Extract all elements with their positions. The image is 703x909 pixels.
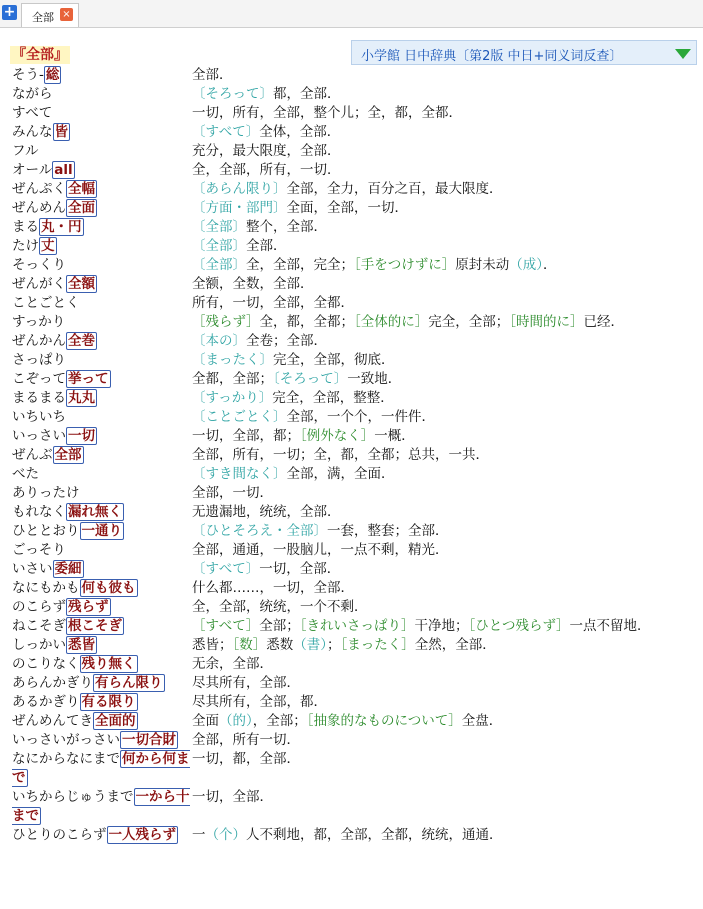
- translation-text: ．: [543, 257, 557, 273]
- entry-row: [12, 104, 700, 123]
- translation-text: 原封未动: [455, 257, 510, 273]
- entry-kanji-link[interactable]: 何から何まで: [12, 751, 190, 786]
- reading-text: いちいち: [12, 409, 66, 425]
- reading-text: ねこそぎ: [12, 618, 66, 634]
- entry-reading[interactable]: [12, 408, 190, 427]
- tab-bar: [0, 0, 703, 28]
- entry-kanji-link[interactable]: 全額: [68, 276, 95, 292]
- translation-text: 全都，全部；: [192, 371, 273, 387]
- translation-text: 什么都……，一切，全部．: [192, 580, 354, 596]
- translation-text: 全，全部，所有，一切．: [192, 162, 341, 178]
- entry-translation: [192, 484, 700, 503]
- entry-reading[interactable]: [12, 750, 190, 788]
- entry-row: [12, 750, 700, 788]
- entry-translation: [192, 123, 700, 142]
- entry-list: [12, 66, 700, 845]
- reading-text: ぜんぷく: [12, 181, 66, 197]
- entry-reading[interactable]: [12, 541, 190, 560]
- dropdown-arrow-icon[interactable]: [675, 49, 691, 59]
- translation-note: 〔全部〕: [192, 238, 246, 254]
- entry-row: [12, 693, 700, 712]
- entry-row: [12, 123, 700, 142]
- translation-note: 〔本の〕: [192, 333, 246, 349]
- translation-text: 全部，通通，一股脑儿，一点不剩，精光．: [192, 542, 449, 558]
- entry-kanji-link[interactable]: 一切合財: [122, 732, 176, 748]
- reading-text: ぜんぶ: [12, 447, 53, 463]
- entry-reading[interactable]: [12, 294, 190, 313]
- translation-text: 全，全部，完全；: [246, 257, 354, 273]
- translation-text: 完全，全部，彻底．: [273, 352, 395, 368]
- entry-reading[interactable]: [12, 712, 190, 731]
- translation-text: 无余，全部．: [192, 656, 273, 672]
- entry-kanji-link[interactable]: 残らず: [68, 599, 109, 615]
- entry-kanji-link[interactable]: 一通り: [81, 523, 122, 539]
- entry-translation: [192, 66, 700, 85]
- entry-reading[interactable]: [12, 199, 190, 218]
- entry-row: [12, 370, 700, 389]
- translation-note: （的）: [219, 713, 253, 729]
- entry-translation: [192, 636, 700, 655]
- translation-text: 全部．: [246, 238, 287, 254]
- entry-reading[interactable]: [12, 731, 190, 750]
- translation-text: 全部，全力，百分之百，最大限度．: [286, 181, 503, 197]
- entry-reading[interactable]: [12, 389, 190, 408]
- translation-text: 一切，全部．: [259, 561, 341, 577]
- reading-text: フル: [12, 143, 39, 159]
- translation-note: 〔すき間なく〕: [192, 466, 287, 482]
- entry-translation: [192, 674, 700, 693]
- reading-text: こぞって: [12, 371, 66, 387]
- translation-text: 一套，整套；全部．: [327, 523, 449, 539]
- entry-reading[interactable]: [12, 218, 190, 237]
- entry-kanji-link[interactable]: 委細: [54, 561, 82, 577]
- entry-reading[interactable]: [12, 142, 190, 161]
- entry-reading[interactable]: [12, 560, 190, 579]
- translation-note: ［例外なく］: [300, 428, 375, 444]
- entry-reading[interactable]: [12, 446, 190, 465]
- translation-note: 〔すっかり〕: [192, 390, 273, 406]
- entry-translation: [192, 370, 700, 389]
- entry-kanji-link[interactable]: 全幅: [68, 181, 95, 197]
- entry-translation: [192, 332, 700, 351]
- translation-note: ［きれいさっぱり］: [299, 618, 415, 634]
- entry-reading[interactable]: [12, 351, 190, 370]
- translation-text: 悉数: [266, 637, 294, 653]
- entry-translation: [192, 655, 700, 674]
- entry-translation: [192, 598, 700, 617]
- entry-translation: [192, 465, 700, 484]
- entry-row: [12, 180, 700, 199]
- entry-translation: [192, 617, 700, 636]
- translation-note: 〔全部〕: [192, 219, 246, 235]
- entry-translation: [192, 826, 700, 845]
- entry-translation: [192, 731, 700, 750]
- reading-text: まるまる: [12, 390, 66, 406]
- translation-text: 全体，全部．: [259, 124, 341, 140]
- entry-kanji-link[interactable]: 一人残らず: [108, 827, 176, 843]
- translation-note: 〔方面・部門〕: [192, 200, 287, 216]
- entry-row: [12, 522, 700, 541]
- translation-text: 全，都，全都；: [259, 314, 354, 330]
- reading-text: いさい: [12, 561, 53, 577]
- entry-reading[interactable]: [12, 161, 190, 180]
- entry-kanji-link[interactable]: 全巻: [68, 333, 95, 349]
- entry-reading[interactable]: [12, 484, 190, 503]
- reading-text: そっくり: [12, 257, 66, 273]
- headword: 『全部』: [12, 47, 68, 63]
- entry-row: [12, 351, 700, 370]
- entry-translation: [192, 256, 700, 275]
- entry-reading[interactable]: [12, 256, 190, 275]
- entry-row: [12, 66, 700, 85]
- entry-row: [12, 161, 700, 180]
- entry-row: [12, 465, 700, 484]
- entry-translation: [192, 275, 700, 294]
- entry-kanji-link[interactable]: 悉皆: [68, 637, 95, 653]
- entry-reading[interactable]: [12, 503, 190, 522]
- tab-label: 全部: [32, 11, 54, 24]
- translation-note: 〔ことごとく〕: [192, 409, 287, 425]
- translation-text: 全部，一切．: [192, 485, 273, 501]
- translation-note: ［数］: [232, 637, 267, 653]
- translation-text: 全部，所有一切．: [192, 732, 300, 748]
- entry-row: [12, 484, 700, 503]
- entry-reading[interactable]: [12, 522, 190, 541]
- translation-text: 全部，满，全面．: [286, 466, 395, 482]
- translation-text: 一切，所有，全部，整个儿；全，都，全都．: [192, 105, 462, 121]
- close-icon[interactable]: ×: [60, 8, 73, 21]
- entry-row: [12, 256, 700, 275]
- entry-translation: [192, 560, 700, 579]
- reading-text: みんな: [12, 124, 53, 140]
- reading-text: もれなく: [12, 504, 66, 520]
- reading-text: たけ: [12, 238, 39, 254]
- entry-translation: [192, 237, 700, 256]
- entry-reading[interactable]: [12, 826, 190, 845]
- translation-note: ［時間的に］: [509, 314, 584, 330]
- entry-reading[interactable]: [12, 332, 190, 351]
- entry-row: [12, 389, 700, 408]
- entry-row: [12, 503, 700, 522]
- dictionary-selector[interactable]: [351, 40, 697, 65]
- translation-note: ［全体的に］: [354, 314, 429, 330]
- reading-text: ありったけ: [12, 485, 80, 501]
- translation-text: 全，全部，统统，一个不剩．: [192, 599, 368, 615]
- translation-text: 全面，全部，一切．: [286, 200, 408, 216]
- translation-note: 〔全部〕: [192, 257, 246, 273]
- entry-kanji-link[interactable]: 何も彼も: [81, 580, 136, 596]
- entry-reading[interactable]: [12, 655, 190, 674]
- translation-text: 一切，全部．: [192, 789, 273, 805]
- translation-text: ；: [327, 637, 341, 653]
- translation-note: 〔まったく〕: [192, 352, 273, 368]
- reading-text: なにもかも: [12, 580, 80, 596]
- reading-text: あらんかぎり: [12, 675, 93, 691]
- entry-translation: [192, 199, 700, 218]
- entry-row: [12, 712, 700, 731]
- reading-text: いちからじゅうまで: [12, 789, 134, 805]
- entry-row: [12, 275, 700, 294]
- entry-row: [12, 427, 700, 446]
- entry-translation: [192, 788, 700, 807]
- entry-kanji-link[interactable]: 漏れ無く: [68, 504, 122, 520]
- entry-reading[interactable]: [12, 275, 190, 294]
- translation-text: 完全，全部，整整．: [272, 390, 394, 406]
- reading-text: すべて: [12, 105, 53, 121]
- entry-row: [12, 446, 700, 465]
- entry-row: [12, 408, 700, 427]
- reading-text: ぜんがく: [12, 276, 66, 292]
- entry-reading[interactable]: [12, 598, 190, 617]
- entry-row: [12, 85, 700, 104]
- entry-kanji-link[interactable]: 一から十まで: [12, 789, 190, 824]
- reading-text: なにからなにまで: [12, 751, 120, 767]
- entry-row: [12, 617, 700, 636]
- entry-reading[interactable]: [12, 237, 190, 256]
- entry-row: [12, 332, 700, 351]
- reading-text: さっぱり: [12, 352, 66, 368]
- entry-reading[interactable]: [12, 66, 190, 85]
- entry-row: [12, 636, 700, 655]
- entry-kanji-link[interactable]: 丸丸: [68, 390, 95, 406]
- add-tab-button[interactable]: +: [3, 4, 16, 20]
- entry-translation: [192, 313, 700, 332]
- translation-text: 全面: [192, 713, 219, 729]
- entry-row: [12, 541, 700, 560]
- translation-text: 全部．: [192, 67, 233, 83]
- reading-text: ひととおり: [12, 523, 80, 539]
- entry-row: [12, 294, 700, 313]
- translation-text: 全部；: [259, 618, 300, 634]
- entry-kanji-link[interactable]: 有る限り: [81, 694, 136, 710]
- entry-row: [12, 237, 700, 256]
- translation-note: 〔そろって〕: [273, 371, 348, 387]
- translation-text: 都，全部．: [273, 86, 341, 102]
- translation-text: 干净地；: [414, 618, 469, 634]
- translation-note: ［まったく］: [340, 637, 415, 653]
- entry-kanji-link[interactable]: 有らん限り: [95, 675, 163, 691]
- translation-text: 一: [192, 827, 206, 843]
- entry-kanji-link[interactable]: 全面的: [95, 713, 136, 729]
- entry-reading[interactable]: [12, 674, 190, 693]
- reading-text: あるかぎり: [12, 694, 80, 710]
- entry-translation: [192, 161, 700, 180]
- translation-note: ［抽象的なものについて］: [306, 713, 462, 729]
- translation-text: 一点不留地．: [569, 618, 651, 634]
- translation-text: 所有，一切，全部，全都．: [192, 295, 354, 311]
- translation-text: 全卷；全部．: [246, 333, 327, 349]
- reading-text: べた: [12, 466, 39, 482]
- entry-translation: [192, 389, 700, 408]
- entry-translation: [192, 522, 700, 541]
- translation-note: ［手をつけずに］: [354, 257, 456, 273]
- translation-text: 悉皆；: [192, 637, 233, 653]
- reading-text: のこらず: [12, 599, 66, 615]
- entry-reading[interactable]: [12, 579, 190, 598]
- translation-text: 人不剩地，都，全部，全都，统统，通通．: [246, 827, 503, 843]
- translation-text: 尽其所有，全部．: [192, 675, 300, 691]
- entry-reading[interactable]: [12, 788, 190, 826]
- entry-kanji-link[interactable]: 残り無く: [81, 656, 136, 672]
- translation-note: ［残らず］: [192, 314, 260, 330]
- translation-note: （書）: [293, 637, 327, 653]
- reading-text: のこりなく: [12, 656, 80, 672]
- entry-reading[interactable]: [12, 85, 190, 104]
- entry-translation: [192, 294, 700, 313]
- entry-row: [12, 598, 700, 617]
- translation-text: 一概．: [374, 428, 415, 444]
- reading-text: ぜんめん: [12, 200, 66, 216]
- entry-translation: [192, 712, 700, 731]
- translation-note: 〔あらん限り〕: [192, 181, 287, 197]
- entry-translation: [192, 427, 700, 446]
- entry-translation: [192, 180, 700, 199]
- reading-text: ながら: [12, 86, 53, 102]
- translation-note: （成）: [509, 257, 543, 273]
- translation-note: 〔ひとそろえ・全部〕: [192, 523, 327, 539]
- translation-text: 全然，全部．: [414, 637, 496, 653]
- entry-row: [12, 731, 700, 750]
- translation-text: 一切，都，全部．: [192, 751, 300, 767]
- reading-text: しっかい: [12, 637, 66, 653]
- translation-note: 〔すべて〕: [192, 124, 260, 140]
- translation-text: ，全部；: [252, 713, 307, 729]
- entry-row: [12, 199, 700, 218]
- translation-note: ［すべて］: [192, 618, 260, 634]
- entry-translation: [192, 750, 700, 769]
- reading-text: ぜんめんてき: [12, 713, 93, 729]
- entry-row: [12, 655, 700, 674]
- reading-text: そう-: [12, 67, 44, 83]
- tab-all[interactable]: [21, 3, 79, 27]
- reading-text: すっかり: [12, 314, 66, 330]
- translation-note: （个）: [205, 827, 246, 843]
- entry-row: [12, 560, 700, 579]
- translation-text: 整个，全部．: [246, 219, 327, 235]
- entry-translation: [192, 503, 700, 522]
- entry-reading[interactable]: [12, 313, 190, 332]
- entry-translation: [192, 693, 700, 712]
- entry-reading[interactable]: [12, 636, 190, 655]
- entry-reading[interactable]: [12, 427, 190, 446]
- reading-text: いっさいがっさい: [12, 732, 120, 748]
- entry-translation: [192, 408, 700, 427]
- entry-kanji-link[interactable]: 全部: [54, 447, 82, 463]
- entry-translation: [192, 579, 700, 598]
- translation-text: 已经．: [583, 314, 624, 330]
- entry-row: [12, 788, 700, 826]
- entry-translation: [192, 351, 700, 370]
- entry-reading[interactable]: [12, 104, 190, 123]
- entry-translation: [192, 142, 700, 161]
- translation-note: 〔そろって〕: [192, 86, 273, 102]
- entry-kanji-link[interactable]: all: [54, 162, 73, 178]
- entry-kanji-link[interactable]: 丸・円: [41, 219, 82, 235]
- entry-kanji-link[interactable]: 丈: [41, 238, 55, 254]
- translation-text: 全部，所有，一切；全，都，全都；总共，一共．: [192, 447, 489, 463]
- entry-translation: [192, 541, 700, 560]
- entry-row: [12, 218, 700, 237]
- entry-reading[interactable]: [12, 180, 190, 199]
- entry-reading[interactable]: [12, 617, 190, 636]
- reading-text: まる: [12, 219, 39, 235]
- entry-reading[interactable]: [12, 123, 190, 142]
- translation-text: 无遗漏地，统统，全部．: [192, 504, 341, 520]
- entry-row: [12, 142, 700, 161]
- reading-text: ぜんかん: [12, 333, 66, 349]
- entry-row: [12, 579, 700, 598]
- entry-translation: [192, 218, 700, 237]
- entry-row: [12, 826, 700, 845]
- entry-kanji-link[interactable]: 一切: [68, 428, 95, 444]
- translation-text: 尽其所有，全部，都．: [192, 694, 327, 710]
- reading-text: いっさい: [12, 428, 66, 444]
- translation-text: 全盘．: [461, 713, 503, 729]
- translation-note: ［ひとつ残らず］: [468, 618, 570, 634]
- entry-kanji-link[interactable]: 挙って: [68, 371, 109, 387]
- entry-row: [12, 313, 700, 332]
- entry-row: [12, 674, 700, 693]
- entry-reading[interactable]: [12, 370, 190, 389]
- translation-text: 完全，全部；: [428, 314, 510, 330]
- reading-text: ひとりのこらず: [12, 827, 107, 843]
- entry-reading[interactable]: [12, 693, 190, 712]
- translation-text: 一切，全部，都；: [192, 428, 300, 444]
- translation-note: 〔すべて〕: [192, 561, 260, 577]
- reading-text: オール: [12, 162, 53, 178]
- entry-kanji-link[interactable]: 全面: [68, 200, 95, 216]
- reading-text: ごっそり: [12, 542, 66, 558]
- entry-translation: [192, 85, 700, 104]
- translation-text: 一致地．: [347, 371, 402, 387]
- entry-translation: [192, 104, 700, 123]
- translation-text: 充分，最大限度，全部．: [192, 143, 341, 159]
- entry-kanji-link[interactable]: 総: [45, 67, 60, 83]
- translation-text: 全额，全数，全部．: [192, 276, 314, 292]
- dictionary-name: 小学館 日中辞典〔第2版 中日+同义词反查〕: [361, 49, 623, 64]
- entry-kanji-link[interactable]: 皆: [54, 124, 68, 140]
- entry-kanji-link[interactable]: 根こそぎ: [68, 618, 122, 634]
- entry-translation: [192, 446, 700, 465]
- reading-text: ことごとく: [12, 295, 80, 311]
- translation-text: 全部，一个个，一件件．: [286, 409, 435, 425]
- entry-reading[interactable]: [12, 465, 190, 484]
